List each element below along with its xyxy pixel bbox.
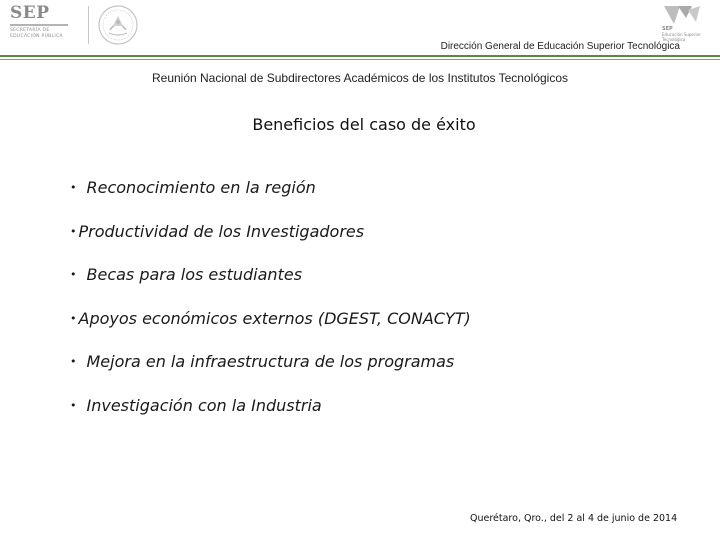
bullet-text: Becas para los estudiantes	[86, 265, 303, 285]
institution-name: Dirección General de Educación Superior Tecnológica	[440, 41, 680, 52]
dgest-logo-line-1: SEP	[662, 26, 673, 32]
sep-logo-rule	[10, 24, 68, 26]
dgest-logo-line-2: Educación Superior	[662, 32, 701, 37]
dgest-logo	[652, 2, 716, 42]
bullet-icon: •	[70, 311, 77, 325]
bullet-text: Productividad de los Investigadores	[78, 221, 365, 241]
bullet-text: Mejora en la infraestructura de los programas	[86, 352, 455, 372]
bullet-item	[70, 348, 471, 392]
footer-location-date: Querétaro, Qro., del 2 al 4 de junio de 2014	[470, 513, 678, 524]
bullet-icon: •	[70, 268, 77, 282]
dgest-logo-line-3: Tecnológica	[662, 37, 686, 42]
sep-logo-subtitle-line-2: EDUCACIÓN PÚBLICA	[10, 34, 63, 39]
coat-of-arms-seal-icon	[96, 4, 140, 46]
header-rule	[0, 55, 720, 57]
sep-logo	[10, 4, 80, 44]
slide-title: Beneficios del caso de éxito	[252, 115, 476, 134]
header-rule-thin	[0, 59, 720, 60]
bullet-item	[70, 174, 471, 218]
bullet-text: Reconocimiento en la región	[86, 178, 316, 197]
meeting-title: Reunión Nacional de Subdirectores Académicos de los Institutos Tecnológicos	[151, 71, 569, 85]
bullet-icon: •	[70, 224, 77, 238]
bullet-item	[70, 392, 471, 436]
bullet-text: Investigación con la Industria	[86, 395, 322, 415]
dgest-emblem-icon	[662, 4, 702, 26]
sep-logo-subtitle-line-1: SECRETARÍA DE	[10, 28, 50, 33]
bullet-item	[70, 261, 471, 305]
bullet-text: Apoyos económicos externos (DGEST, CONACYT)	[78, 308, 471, 328]
sep-logo-word: SEP	[10, 3, 50, 23]
bullet-icon: •	[70, 181, 77, 194]
bullet-item	[70, 218, 471, 262]
bullet-icon: •	[70, 355, 77, 369]
logo-divider	[88, 6, 89, 44]
bullet-icon: •	[70, 398, 77, 412]
bullet-item	[70, 305, 471, 349]
bullet-list	[70, 174, 471, 436]
